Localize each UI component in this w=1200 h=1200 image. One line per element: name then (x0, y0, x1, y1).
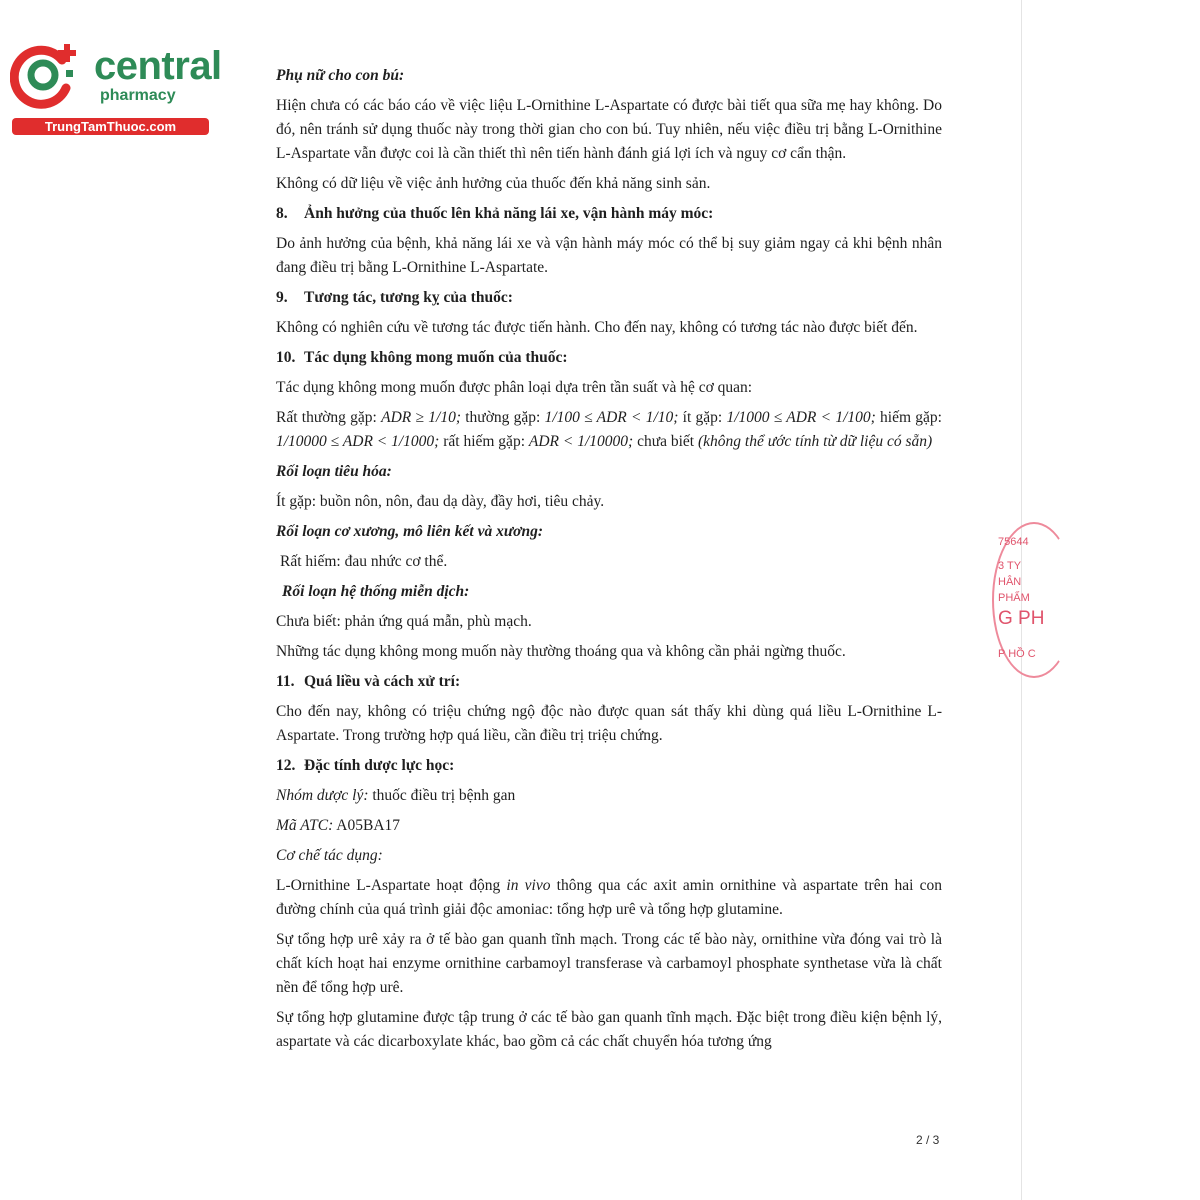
section-12-title: Đặc tính dược lực học: (304, 757, 455, 774)
freq-rare-range: 1/10000 ≤ ADR < 1/1000; (276, 433, 440, 450)
logo-site-link[interactable]: TrungTamThuoc.com (12, 118, 209, 135)
freq-common-label: thường gặp: (460, 409, 545, 426)
logo-subtitle: pharmacy (100, 87, 176, 104)
freq-very-common-range: ADR ≥ 1/10; (381, 409, 461, 426)
stamp-line-4: PHẨM (998, 592, 1030, 604)
section-8-title: Ảnh hưởng của thuốc lên khả năng lái xe, vận hành máy móc: (304, 205, 714, 222)
mechanism-label: Cơ chế tác dụng: (276, 847, 383, 864)
immune-disorders-heading: Rối loạn hệ thống miễn dịch: (282, 583, 470, 600)
company-stamp (984, 520, 1045, 680)
section-10-intro: Tác dụng không mong muốn được phân loại dựa trên tần suất và hệ cơ quan: (276, 379, 753, 396)
atc-label: Mã ATC: (276, 817, 334, 834)
freq-unknown-label: chưa biết (633, 433, 698, 450)
section-8-number: 8. (276, 205, 288, 222)
section-12-heading (276, 754, 942, 778)
musculoskeletal-text: Rất hiếm: đau nhức cơ thể. (280, 553, 448, 570)
page-number: 2 / 3 (916, 1133, 940, 1147)
section-10-title: Tác dụng không mong muốn của thuốc: (304, 349, 568, 366)
section-11-heading (276, 670, 942, 694)
central-pharmacy-logo[interactable] (10, 40, 222, 135)
breastfeeding-heading: Phụ nữ cho con bú: (276, 67, 405, 84)
frequency-definitions (276, 406, 942, 454)
stamp-line-5: G PH (998, 608, 1045, 629)
mechanism-paragraph-3: Sự tổng hợp glutamine được tập trung ở các tế bào gan quanh tĩnh mạch. Đặc biệt trong điều kiện bệnh lý, aspartate và các dicarboxylate khác, bao gồm cả các chất chuyển hóa tương ứng (276, 1009, 942, 1050)
pharmacy-cross-icon (10, 40, 82, 110)
stamp-line-1: 75644 (998, 536, 1029, 548)
freq-common-range: 1/100 ≤ ADR < 1/10; (544, 409, 679, 426)
gi-disorders-text: Ít gặp: buồn nôn, nôn, đau dạ dày, đầy hơi, tiêu chảy. (276, 493, 605, 510)
gi-disorders-heading: Rối loạn tiêu hóa: (276, 463, 392, 480)
pharm-group-label: Nhóm dược lý: (276, 787, 369, 804)
fertility-paragraph: Không có dữ liệu về việc ảnh hưởng của thuốc đến khả năng sinh sản. (276, 175, 711, 192)
pharm-group-value: thuốc điều trị bệnh gan (368, 787, 516, 804)
mech-p1-end: thông qua các axit amin ornithine và aspartate trên hai con đường chính của quá trình giải độc amoniac: tổng hợp urê và tổng hợp glutamine. (276, 877, 942, 918)
section-8-paragraph: Do ảnh hưởng của bệnh, khả năng lái xe và vận hành máy móc có thể bị suy giảm ngay cả khi bệnh nhân đang điều trị bằng L-Ornithine L-Aspartate. (276, 235, 942, 276)
freq-rare-label: hiếm gặp: (875, 409, 942, 426)
section-11-paragraph: Cho đến nay, không có triệu chứng ngộ độc nào được quan sát thấy khi dùng quá liều L-Ornithine L-Aspartate. Trong trường hợp quá liều, cần điều trị triệu chứng. (276, 703, 942, 744)
section-10-number: 10. (276, 349, 296, 366)
section-11-number: 11. (276, 673, 295, 690)
immune-disorders-text: Chưa biết: phản ứng quá mẫn, phù mạch. (276, 613, 532, 630)
musculoskeletal-heading: Rối loạn cơ xương, mô liên kết và xương: (276, 523, 543, 540)
stamp-line-6: P HỒ C (998, 648, 1036, 660)
freq-uncommon-label: ít gặp: (678, 409, 727, 426)
freq-very-common-label: Rất thường gặp: (276, 409, 382, 426)
freq-uncommon-range: 1/1000 ≤ ADR < 1/100; (726, 409, 876, 426)
mech-p1-in-vivo: in vivo (506, 877, 551, 894)
stamp-line-2: 3 TY (998, 560, 1022, 572)
mechanism-paragraph-2: Sự tổng hợp urê xảy ra ở tế bào gan quanh tĩnh mạch. Trong các tế bào này, ornithine vừa đóng vai trò là chất kích hoạt hai enzyme ornithine carbamoyl transferase và carbamoyl phosphate synthetase vừa là chất nền để tổng hợp urê. (276, 931, 942, 996)
mechanism-paragraph-1 (276, 874, 942, 922)
freq-very-rare-range: ADR < 1/10000; (528, 433, 634, 450)
pharmacological-group (276, 784, 942, 808)
section-9-heading (276, 286, 942, 310)
section-9-paragraph: Không có nghiên cứu về tương tác được tiến hành. Cho đến nay, không có tương tác nào được biết đến. (276, 319, 918, 336)
atc-value: A05BA17 (333, 817, 401, 834)
breastfeeding-paragraph: Hiện chưa có các báo cáo về việc liệu L-Ornithine L-Aspartate có được bài tiết qua sữa mẹ hay không. Do đó, nên tránh sử dụng thuốc này trong thời gian cho con bú. Tuy nhiên, nếu việc điều trị bằng L-Ornithine L-Aspartate vẫn được coi là cần thiết thì nên tiến hành đánh giá lợi ích và nguy cơ cẩn thận. (276, 97, 942, 162)
stamp-line-3: HÂN (998, 576, 1022, 588)
section-9-number: 9. (276, 289, 288, 306)
document-body (276, 64, 942, 1060)
freq-unknown-note: (không thể ước tính từ dữ liệu có sẵn) (697, 433, 933, 450)
section-8-heading (276, 202, 942, 226)
section-9-title: Tương tác, tương kỵ của thuốc: (304, 289, 513, 306)
section-11-title: Quá liều và cách xử trí: (304, 673, 461, 690)
section-10-heading (276, 346, 942, 370)
mech-p1-start: L-Ornithine L-Aspartate hoạt động (276, 877, 507, 894)
logo-brand-text: central (94, 44, 222, 88)
transient-effects-text: Những tác dụng không mong muốn này thường thoáng qua và không cần phải ngừng thuốc. (276, 643, 846, 660)
freq-very-rare-label: rất hiếm gặp: (439, 433, 529, 450)
atc-code (276, 814, 942, 838)
section-12-number: 12. (276, 757, 296, 774)
